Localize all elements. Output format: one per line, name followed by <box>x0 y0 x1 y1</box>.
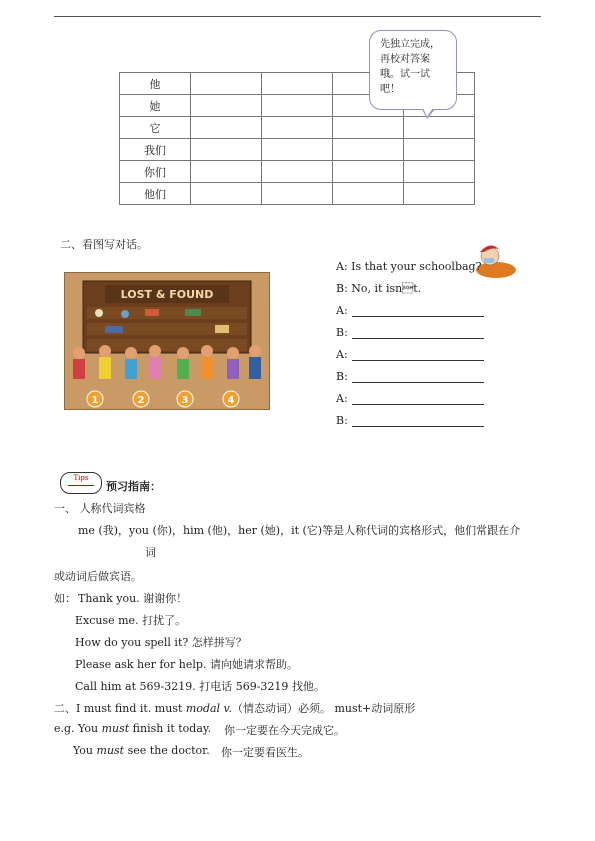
example-translation: 你一定要看医生。 <box>221 746 309 759</box>
speaker-label: A: <box>336 392 348 405</box>
speaker-label: B: <box>336 414 348 427</box>
dialog-line-a1: A: Is that your schoolbag? <box>336 260 482 273</box>
lost-and-found-picture <box>64 272 270 410</box>
answer-cell[interactable] <box>262 95 333 117</box>
answer-cell[interactable] <box>262 117 333 139</box>
example-sentence: e.g. You must finish it today. <box>54 722 212 735</box>
answer-blank[interactable] <box>352 416 484 427</box>
table-row <box>120 161 475 183</box>
dialog-blank-line <box>336 304 484 317</box>
answer-cell[interactable] <box>191 73 262 95</box>
row-label: 她 <box>120 95 191 117</box>
paragraph-line: 或动词后做宾语。 <box>54 570 142 583</box>
top-rule <box>54 16 541 17</box>
tips-badge-text: Tips <box>73 474 89 482</box>
row-label: 他 <box>120 73 191 95</box>
answer-cell[interactable] <box>191 117 262 139</box>
answer-cell[interactable] <box>404 183 475 205</box>
section-heading: 二、看图写对话。 <box>60 238 148 251</box>
section-heading: 一、 人称代词宾格 <box>54 502 146 515</box>
paragraph-line: me (我)，you (你)，him (他)，her (她)，it (它)等是人称代词的宾格形式，他们常跟在介 <box>78 524 521 537</box>
guide-title: 预习指南： <box>106 480 161 493</box>
answer-cell[interactable] <box>262 161 333 183</box>
example-line: Call him at 569-3219. 打电话 569-3219 找他。 <box>75 680 325 693</box>
bubble-line: 先独立完成， <box>380 39 440 50</box>
speaker-label: A: <box>336 304 348 317</box>
row-label: 它 <box>120 117 191 139</box>
bubble-line: 吧！ <box>380 84 400 95</box>
bubble-line: 再校对答案 <box>380 54 430 65</box>
dialog-blank-line <box>336 370 484 383</box>
answer-cell[interactable] <box>333 117 404 139</box>
answer-cell[interactable] <box>262 183 333 205</box>
answer-cell[interactable] <box>191 95 262 117</box>
modal-heading: 二、I must find it. must modal v.（情态动词）必须。 must+动词原形 <box>54 702 416 715</box>
answer-blank[interactable] <box>352 350 484 361</box>
speaker-label: B: <box>336 370 348 383</box>
example-sentence: You must see the doctor. <box>73 744 210 757</box>
example-prefix: 如： <box>54 592 76 605</box>
dialog-line-b1: B: No, it isnt. <box>336 282 422 295</box>
example-translation: 你一定要在今天完成它。 <box>224 724 345 737</box>
answer-cell[interactable] <box>191 161 262 183</box>
answer-blank[interactable] <box>352 328 484 339</box>
answer-blank[interactable] <box>352 306 484 317</box>
picture-number: 2 <box>137 395 145 406</box>
example-line: Thank you. 谢谢你！ <box>78 592 188 605</box>
answer-cell[interactable] <box>262 73 333 95</box>
picture-number: 4 <box>227 395 235 406</box>
answer-cell[interactable] <box>333 183 404 205</box>
bubble-line: 哦。试一试 <box>380 69 430 80</box>
answer-cell[interactable] <box>404 117 475 139</box>
speaker-label: A: <box>336 348 348 361</box>
table-row <box>120 139 475 161</box>
answer-cell[interactable] <box>404 139 475 161</box>
dialog-blank-line <box>336 326 484 339</box>
answer-cell[interactable] <box>333 161 404 183</box>
answer-cell[interactable] <box>262 139 333 161</box>
example-line: Please ask her for help. 请向她请求帮助。 <box>75 658 298 671</box>
row-label: 我们 <box>120 139 191 161</box>
tips-badge <box>60 472 102 494</box>
answer-blank[interactable] <box>352 372 484 383</box>
answer-cell[interactable] <box>404 161 475 183</box>
paragraph-line: 词 <box>145 546 156 559</box>
sign-text: LOST & FOUND <box>120 288 214 301</box>
dialog-blank-line <box>336 392 484 405</box>
example-line: Excuse me. 打扰了。 <box>75 614 187 627</box>
picture-number: 3 <box>181 395 189 406</box>
dialog-blank-line <box>336 348 484 361</box>
row-label: 你们 <box>120 161 191 183</box>
table-row <box>120 183 475 205</box>
table-row <box>120 117 475 139</box>
answer-cell[interactable] <box>333 139 404 161</box>
row-label: 他们 <box>120 183 191 205</box>
picture-number: 1 <box>91 395 99 406</box>
answer-cell[interactable] <box>191 139 262 161</box>
example-line: How do you spell it? 怎样拼写？ <box>75 636 247 649</box>
speaker-label: B: <box>336 326 348 339</box>
dialog-blank-line <box>336 414 484 427</box>
answer-cell[interactable] <box>191 183 262 205</box>
answer-blank[interactable] <box>352 394 484 405</box>
hint-bubble <box>369 30 457 110</box>
